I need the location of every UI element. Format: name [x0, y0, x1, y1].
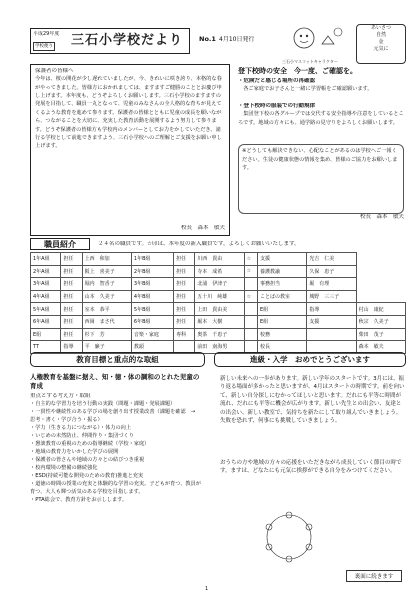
motto-line-3: 金 [378, 39, 384, 45]
staff-cell: 平 廉子 [82, 341, 131, 354]
staff-cell: TT [31, 341, 61, 354]
staff-row [31, 328, 406, 341]
masthead [30, 28, 190, 54]
staff-cell: 担任 [61, 315, 82, 328]
staff-cell: 川西 貴由 [195, 253, 244, 266]
staff-cell: 村山 康紀 [356, 303, 405, 316]
staff-cell: 西岡 まさ代 [82, 315, 131, 328]
staff-cell: 指導 [307, 303, 356, 316]
staff-cell: 五十川 純雄 [195, 290, 244, 303]
staff-cell: 養護教諭 [257, 265, 306, 278]
mascot-caption: 三石小マスコットキャラクター [282, 59, 338, 64]
staff-cell: 山本 久美子 [82, 290, 131, 303]
safety-note: ※どうしても解決できない、心配なことがあるのは学校へご一報ください。生徒の健康状態の情報を集め、皆様のご協力をお願いします。 [238, 144, 404, 214]
goal-item: ・PTA総会で、教育方針をお示しします。 [30, 497, 128, 504]
greeting-section [30, 64, 230, 236]
issue-date: 4月10日発行 [219, 36, 255, 43]
staff-cell: 光吉 仁美 [307, 253, 356, 266]
staff-cell: 堀 有理 [307, 278, 356, 291]
greeting-signature: 校長 森本 敏夫 [180, 225, 225, 232]
staff-cell: 寺本 成希 [195, 265, 244, 278]
staff-cell: ☆ [244, 265, 257, 278]
goal-item: ・校内環境の整備の継続強化 [30, 465, 98, 472]
staff-cell: ことばの教室 [257, 290, 306, 303]
staff-cell: 担任 [174, 278, 195, 291]
goals-main: 人権教育を基盤に据え、知・徳・体の調和のとれた児童の育成 [30, 373, 200, 390]
staff-cell [244, 278, 257, 291]
goals-title: 教育目標と重点的な取組 [30, 352, 205, 367]
staff-cell [307, 328, 356, 341]
staff-subtitle: ２４名の職員です。☆印は、本年度の新入職員です。よろしくお願いいたします。 [98, 241, 300, 247]
goal-item: ・自主的な学習力を培う行動の実践（問題・課題・発展課題） [30, 401, 176, 408]
staff-cell [244, 315, 257, 328]
goal-item: ・保護者の皆さんや地域の方々との結びつき重視 [30, 457, 145, 464]
staff-cell: 5年B組 [131, 303, 173, 316]
page-number: 1 [205, 586, 209, 592]
staff-cell: 担任 [61, 265, 82, 278]
staff-cell: 校務 [257, 328, 306, 341]
staff-row [31, 315, 406, 328]
staff-cell: 担任 [61, 278, 82, 291]
motto-line-4: 元気に [373, 46, 389, 52]
staff-cell: 1年B組 [131, 253, 173, 266]
goal-item: ・いじめの未然防止、仲間作り・集団づくり [30, 433, 134, 440]
staff-table [30, 252, 406, 354]
motto-line-2: 自然 [375, 32, 386, 38]
goal-item: ・道徳の時間の授業の充実と体験的な学習の充実。子どもが育つ、教員が育つ、大人も輝つ活気のある学校を目指します。 [30, 481, 201, 496]
welcome-body: 新しい未来への一歩があります。新しい学年のスタートです。3月には、振り返る場面が多かったと思いますが、4月はスタートの時期です。前を向いて、新しい自分探しにむかってほしいと思います。だれにも平等に時間が流れ、だれにも平等に機会が広がります。新しい先生との出会い、友達との出会い、新しい教室で、気持ちを新たにして取り組んでいきましょう。失敗を恐れず、何事にも挑戦していきましょう。 [220, 376, 405, 425]
staff-row [31, 265, 406, 278]
staff-cell: 担任 [61, 328, 82, 341]
continued-note: 裏面に続きます [346, 570, 402, 582]
goal-item: ・学力（生きる力につながる）・体力の向上 [30, 425, 132, 432]
staff-cell: 音楽・家庭 [131, 328, 173, 341]
staff-cell: 担任 [174, 253, 195, 266]
staff-cell: 上西 和加 [82, 253, 131, 266]
staff-row [31, 278, 406, 291]
welcome-title: 進級・入学 おめでとうございます [214, 352, 406, 367]
staff-cell: 秋宗 久美子 [356, 315, 405, 328]
year-label: 平成29年度 [33, 31, 60, 37]
children-circle-illustration [254, 502, 324, 572]
staff-cell: 専科 [174, 328, 195, 341]
staff-cell: 担任 [61, 303, 82, 316]
greeting-salutation: 保護者の皆様へ [35, 68, 74, 74]
staff-cell: 6年B組 [131, 315, 173, 328]
staff-row [31, 303, 406, 316]
safety-section [236, 64, 406, 236]
goals-section [30, 352, 205, 586]
staff-cell: 校長 [257, 341, 306, 354]
staff-cell: 柴田 茂子 [356, 328, 405, 341]
staff-cell: E組 [31, 328, 61, 341]
staff-cell: 城野 三三子 [307, 290, 356, 303]
goals-list [30, 400, 205, 504]
staff-cell: 前田 南海男 [195, 341, 244, 354]
staff-cell: 6年A組 [31, 315, 61, 328]
staff-cell: E組 [257, 315, 306, 328]
staff-cell: 4年B組 [131, 290, 173, 303]
staff-cell: 阪上 喜美子 [82, 265, 131, 278]
welcome-section [214, 352, 406, 586]
staff-cell: 担任 [61, 290, 82, 303]
staff-cell: 担任 [174, 290, 195, 303]
staff-cell: E組 [257, 303, 306, 316]
newsletter-title: 三石小学校だより [71, 33, 184, 48]
goals-subtitle: 重点とする考え方・取組 [30, 393, 91, 399]
safety-item1-body: 各ご家庭でお子さんと一緒に学習帳をご確認願います。 [238, 86, 373, 93]
staff-cell: 北浦 伊津子 [195, 278, 244, 291]
staff-cell: 支援 [307, 315, 356, 328]
safety-signature: 校長 森本 敏夫 [359, 214, 404, 221]
staff-cell: 堀本 大樹 [195, 315, 244, 328]
staff-cell: 1年A組 [31, 253, 61, 266]
safety-title: 登下校時の安全 今一度、ご確認を。 [238, 67, 357, 75]
staff-cell: 久保 恵子 [307, 265, 356, 278]
goal-item: ・地域の教育力をいかした学びの展開 [30, 449, 119, 456]
welcome-closing: おうちの方や地域の方々の応援をいただきながら成長していく節目の時です。ますは、どなたにも元気に挨拶ができる自分をみつけてください。 [220, 460, 402, 475]
staff-cell: 3年B組 [131, 278, 173, 291]
issue-label: 学校便り [33, 42, 55, 51]
staff-cell: ☆ [244, 290, 257, 303]
staff-row [31, 253, 406, 266]
mascot-illustration [282, 22, 352, 62]
staff-cell: 支援 [257, 253, 306, 266]
staff-cell: 指導 [61, 341, 82, 354]
staff-cell: 堀内 智香子 [82, 278, 131, 291]
staff-cell: 担任 [174, 303, 195, 316]
staff-cell: 担任 [174, 265, 195, 278]
safety-item2-body: 集団登下校の各グループでは交代する安全指導や注意をしているところです。地域の方々にも、通学路の見守りをよろしくお願いします。 [238, 111, 404, 126]
goal-item: ・懇談教育の重視のための指導継続（学校・家庭） [30, 441, 150, 448]
staff-cell: 4年A組 [31, 290, 61, 303]
motto-line-1: あいさつ [370, 25, 391, 31]
staff-cell: 森本 敏夫 [356, 341, 405, 354]
staff-cell [244, 303, 257, 316]
staff-cell: 3年A組 [31, 278, 61, 291]
safety-item1-title: ・危険だと感じる場所の再確認 [238, 78, 316, 84]
greeting-body: 今年は、桜の開花が少し遅れていましたが、今、きれいに咲き誇り、本格的な春がやってきました。皆様方におかれましては、ますますご健勝のこととお慶び申し上げます。本年度も、どうぞよろしくお願いします。三石小学校のますますの発展を目指して、職員一丸となって、児童のみなさんの全人格的な育ちが見えてくるような教育を進めて参ります。保護者の皆様とともに児童の成長を願いながら、つながることを大切に、充実した教育活動を展開するよう努力して参ります。どうぞ保護者の皆様方も学校内のメンバーとしてお力をかしていただき、諸行る学校として前進できますよう、三石小学校へのご理解とご支援をお願い申し上げます。 [35, 76, 222, 150]
staff-cell: 担任 [61, 253, 82, 266]
staff-cell: 教頭 [131, 341, 173, 354]
school-motto-box [356, 24, 406, 64]
staff-cell: 5年A組 [31, 303, 61, 316]
staff-cell: 担任 [174, 315, 195, 328]
staff-cell: 2年B組 [131, 265, 173, 278]
staff-cell: 室本 恭平 [82, 303, 131, 316]
staff-row [31, 290, 406, 303]
goal-item: ・一貫性や継続性のある学びの場を創り出す授業改善（課題を確認 → 思考・書く・学び合う・振る） [30, 409, 201, 424]
staff-cell: 2年A組 [31, 265, 61, 278]
staff-cell: 奥茶 千恵子 [195, 328, 244, 341]
issue-number: No.1 [199, 36, 216, 43]
staff-cell [244, 328, 257, 341]
staff-cell: ☆ [244, 253, 257, 266]
staff-title: 職員紹介 [30, 238, 90, 250]
staff-cell: 上田 貴由美 [195, 303, 244, 316]
staff-cell: 杉下 芳 [82, 328, 131, 341]
goal-item: ・ESD(持続可能な開発のための教育)推進と充実 [30, 473, 144, 480]
safety-item2-title: ・登下校時の服装での行動規律 [238, 103, 316, 110]
staff-cell: 事務担当 [257, 278, 306, 291]
